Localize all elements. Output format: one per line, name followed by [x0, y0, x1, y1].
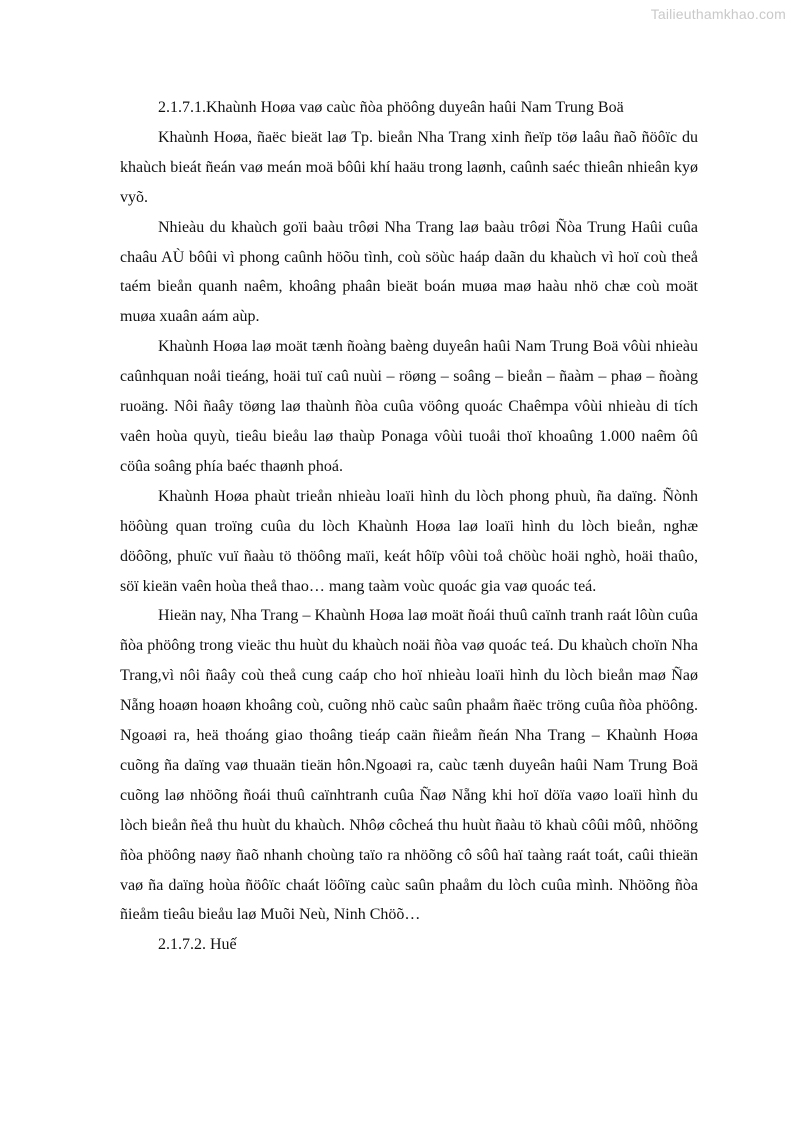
paragraph: Khaùnh Hoøa, ñaëc bieät laø Tp. bieån Nha Trang xinh ñeïp töø laâu ñaõ ñöôïc du khaùch bieát ñeán vaø meán moä bôûi khí haäu trong laønh, caûnh saéc thieân nhieân kyø vyõ.: [120, 128, 698, 206]
section-heading-2-1-7-2: 2.1.7.2. Huế: [158, 936, 237, 954]
document-page: [120, 93, 698, 960]
paragraph: Khaùnh Hoøa laø moät tænh ñoàng baèng duyeân haûi Nam Trung Boä vôùi nhieàu caûnhquan noåi tieáng, hoäi tuï caû nuùi – röøng – soâng – bieån – ñaàm – phaø – ñoàng ruoäng. Nôi ñaây töøng laø thaùnh ñòa cuûa vöông quoác Chaêmpa vôùi nhieàu di tích vaên hoùa quyù, tieâu bieåu laø thaùp Ponaga vôùi tuoåi thoï khoaûng 1.000 naêm ôû cöûa soâng phía baéc thaønh phoá.: [120, 338, 698, 475]
paragraph: Hieän nay, Nha Trang – Khaùnh Hoøa laø moät ñoái thuû caïnh tranh raát lôùn cuûa ñòa phöông trong vieäc thu huùt du khaùch noäi ñòa vaø quoác teá. Du khaùch choïn Nha Trang,vì nôi ñaây coù theå cung caáp cho hoï nhieàu loaïi hình du lòch bieån maø Ñaø Nẵng hoaøn hoaøn khoâng coù, cuõng nhö caùc saûn phaåm ñaëc tröng cuûa ñòa phöông. Ngoaøi ra, heä thoáng giao thoâng tieáp caän ñieåm ñeán Nha Trang – Khaùnh Hoøa cuõng ña daïng vaø thuaän tieän hôn.Ngoaøi ra, caùc tænh duyeân haûi Nam Trung Boä cuõng laø nhöõng ñoái thuû caïnhtranh cuûa Ñaø Nẵng khi hoï döïa vaøo loaïi hình du lòch bieån ñeå thu huùt du khaùch. Nhôø côcheá thu huùt ñaàu tö khaù côûi môû, nhöõng ñòa phöông naøy ñaõ nhanh choùng taïo ra nhöõng cô sôû haï taàng raát toát, caûi thieän vaø ña daïng hoùa ñöôïc chaát löôïng caùc saûn phaåm du lòch cuûa mình. Nhöõng ñòa ñieåm tieâu bieåu laø Muõi Neù, Ninh Chöõ…: [120, 607, 698, 924]
paragraph: Nhieàu du khaùch goïi baàu trôøi Nha Trang laø baàu trôøi Ñòa Trung Haûi cuûa chaâu AÙ bôûi vì phong caûnh höõu tình, coù söùc haáp daãn du khaùch vì hoï coù theå taém bieån quanh naêm, khoâng phaân bieät boán muøa maø haàu nhö chæ coù moät muøa xuaân aám aùp.: [120, 218, 698, 326]
section-heading-2-1-7-1: 2.1.7.1.Khaùnh Hoøa vaø caùc ñòa phöông duyeân haûi Nam Trung Boä: [158, 99, 624, 116]
paragraph: Khaùnh Hoøa phaùt trieån nhieàu loaïi hình du lòch phong phuù, ña daïng. Ñònh höôùng quan troïng cuûa du lòch Khaùnh Hoøa laø loaïi hình du lòch bieån, nghæ döôõng, phuïc vuï ñaàu tö thöông maïi, keát hôïp vôùi toå chöùc hoäi nghò, hoäi thaûo, söï kieän vaên hoùa theå thao… mang taàm voùc quoác gia vaø quoác teá.: [120, 487, 698, 595]
watermark: Tailieuthamkhao.com: [650, 6, 786, 22]
